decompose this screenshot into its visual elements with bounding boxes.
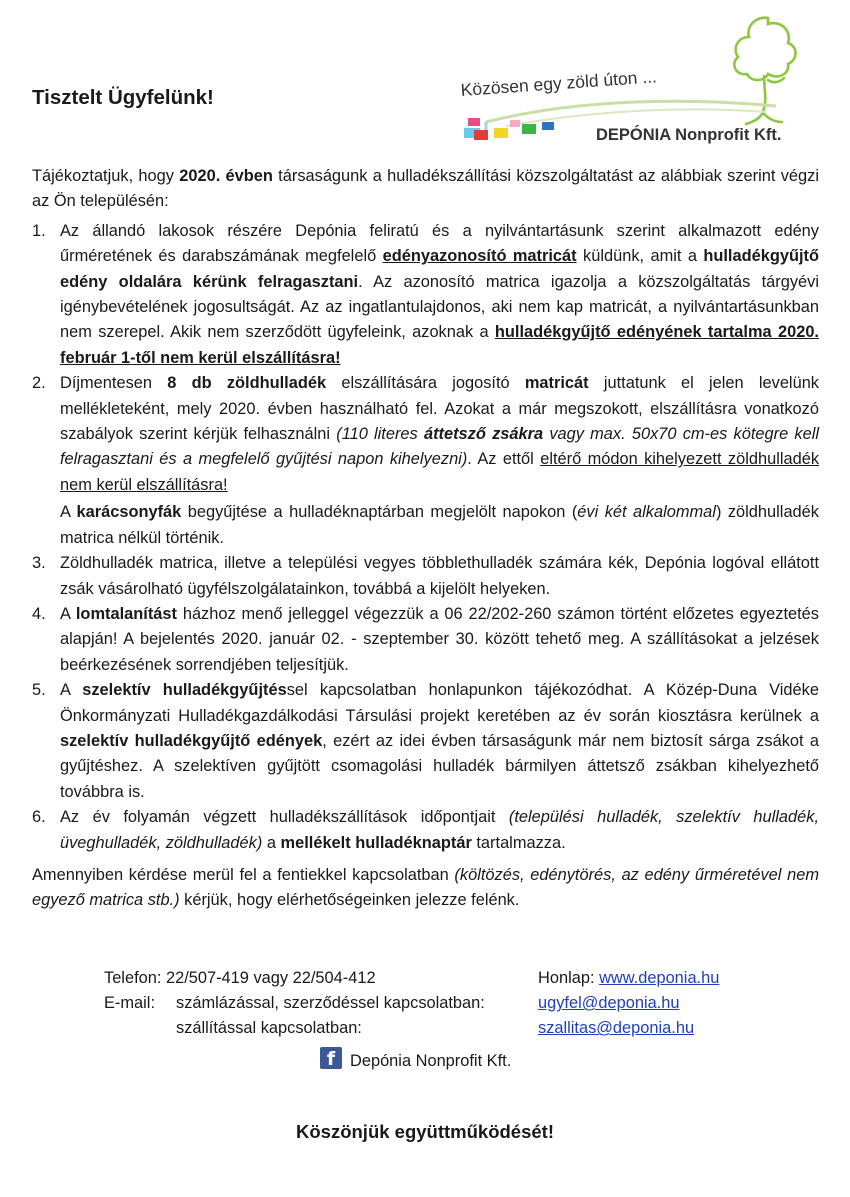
item-text: , ezért az idei évben társaságunk már nem biztosít sárga zsákot a gyűjtéshez. A szelektíven gyűjtött csomagolási hulladék bármilyen áttetsző zsákban kihelyezhető továbbra is. xyxy=(60,731,819,801)
intro-text: Tájékoztatjuk, hogy xyxy=(32,167,180,185)
item-text: a xyxy=(262,833,281,852)
billing-email-link[interactable]: ugyfel@deponia.hu xyxy=(538,994,680,1012)
item-bold: hulladékgyűjtő edény oldalára kérünk felragasztani xyxy=(60,247,819,291)
item-text: A xyxy=(60,503,77,522)
christmas-tree-note xyxy=(60,498,819,551)
contact-row xyxy=(104,991,824,1016)
item-text: Az év folyamán végzett hulladékszállítások időpontjait xyxy=(60,808,509,827)
item-text: házhoz menő jelleggel végezzük a 06 22/202-260 számon történt előzetes egyeztetés alapján! A bejelentés 2020. január 02. - szeptember 30. között tehető meg. A szállításokat a jelzések beérkezésének sorrendjében teljesítjük. xyxy=(60,604,819,674)
billing-label: számlázással, szerződéssel kapcsolatban: xyxy=(176,994,485,1012)
item-bold: edényazonosító matricát xyxy=(382,247,577,266)
company-name: DEPÓNIA Nonprofit Kft. xyxy=(596,126,782,144)
item-italic: vagy max. 50x70 cm-es kötegre kell felragasztani és a megfelelő gyűjtési napon kihelyezni) xyxy=(60,425,819,469)
item-bold: szelektív hulladékgyűjtő edények xyxy=(60,731,323,750)
item-bold: lomtalanítást xyxy=(75,604,177,623)
list-item xyxy=(32,551,819,602)
list-number: 3. xyxy=(32,554,46,573)
logo-slogan: Közösen egy zöld úton ... xyxy=(460,66,658,100)
item-italic: (települési hulladék, szelektív hulladék, üveghulladék, zöldhulladék) xyxy=(60,808,820,852)
greeting-heading: Tisztelt Ügyfelünk! xyxy=(32,86,214,109)
item-text: sel kapcsolatban honlapunkon tájékozódhat. A Közép-Duna Vidéke Önkormányzati Hulladékgazdálkodási Társulási projekt keretében az év során kiosztásra kerülnek a xyxy=(60,681,819,725)
item-bold: szelektív hulladékgyűjtés xyxy=(82,681,287,700)
item-text: küldünk, amit a xyxy=(576,247,704,266)
contact-row xyxy=(104,1016,824,1041)
intro-text: társaságunk a hulladékszállítási közszolgáltatást az alábbiak szerint végzi az Ön településén: xyxy=(32,167,819,211)
intro-paragraph xyxy=(32,164,819,215)
list-number: 5. xyxy=(32,681,46,700)
item-text: . Az ettől xyxy=(467,450,541,469)
list-number: 6. xyxy=(32,808,46,827)
list-item xyxy=(32,678,819,805)
item-bold: mellékelt hulladéknaptár xyxy=(280,833,472,852)
item-underlined: eltérő módon kihelyezett zöldhulladék nem kerül elszállításra! xyxy=(60,450,820,494)
item-text: . Az azonosító matrica igazolja a közszolgáltatás tárgyévi igénybevételének jogosultságát. Az az ingatlantulajdonos, aki nem kap matricát, a nyilvántartásunkban nem szerepel. Akik nem szerződött ügyfeleink, azoknak a xyxy=(60,272,819,342)
list-item xyxy=(32,371,819,551)
email-label: E-mail: xyxy=(104,994,155,1012)
item-italic: évi két alkalommal xyxy=(577,503,716,522)
item-text: elszállítására jogosító xyxy=(326,374,525,393)
item-bold: hulladékgyűjtő edényének tartalma 2020. február 1-től nem kerül elszállításra! xyxy=(60,323,819,367)
item-text: A xyxy=(60,681,83,700)
item-text: Zöldhulladék matrica, illetve a települési vegyes többlethulladék számára kék, Depónia logóval ellátott zsák vásárolható ügyfélszolgálatainkon, továbbá a kijelölt helyeken. xyxy=(60,554,819,598)
item-text: ) zöldhulladék matrica nélkül történik. xyxy=(60,503,819,547)
closing-text: Amennyiben kérdése merül fel a fentiekkel kapcsolatban xyxy=(32,865,455,884)
transport-label: szállítással kapcsolatban: xyxy=(176,1019,362,1037)
item-bold: matricát xyxy=(524,374,589,393)
item-text: Az állandó lakosok részére Depónia feliratú és a nyilvántartásunk szerint alkalmazott edény űrméretének és darabszámának megfelelő xyxy=(60,221,819,266)
intro-year: 2020. évben xyxy=(179,167,273,185)
website-line xyxy=(538,966,719,991)
facebook-icon: f xyxy=(320,1047,342,1069)
list-item xyxy=(32,805,819,856)
letter-body xyxy=(32,164,819,914)
contact-row xyxy=(104,966,824,991)
list-number: 1. xyxy=(32,221,46,240)
item-text: begyűjtése a hulladéknaptárban megjelölt napokon ( xyxy=(181,503,578,522)
list-item xyxy=(32,219,819,371)
item-text: A xyxy=(60,604,76,623)
item-bold: karácsonyfák xyxy=(76,503,182,522)
item-bold: 8 db zöldhulladék xyxy=(167,374,327,393)
item-text: juttatunk el jelen levelünk mellékleteként, mely 2020. évben használható fel. Azokat a már megszokott, elszállításra vonatkozó szabályok szerint kérjük felhasználni xyxy=(60,374,820,444)
item-bold-italic: áttetsző zsákra xyxy=(423,425,544,444)
website-label: Honlap: xyxy=(538,969,600,987)
info-list xyxy=(32,219,819,856)
item-text: tartalmazza. xyxy=(471,833,566,852)
thanks-line: Köszönjük együttműködését! xyxy=(296,1121,554,1142)
website-link[interactable]: www.deponia.hu xyxy=(599,969,720,987)
closing-paragraph xyxy=(32,863,819,914)
closing-text: kérjük, hogy elérhetőségeinken jelezze felénk. xyxy=(179,891,520,910)
transport-email-link[interactable]: szallitas@deponia.hu xyxy=(538,1019,695,1037)
item-italic: (110 literes xyxy=(336,425,424,444)
list-item xyxy=(32,602,819,678)
closing-italic: (költözés, edénytörés, az edény űrméretével nem egyező matrica stb.) xyxy=(32,865,819,910)
list-number: 4. xyxy=(32,604,46,623)
contact-block xyxy=(104,966,824,1041)
phone-line: Telefon: 22/507-419 vagy 22/504-412 xyxy=(104,969,376,987)
item-text: Díjmentesen xyxy=(60,374,168,393)
facebook-page-name: Depónia Nonprofit Kft. xyxy=(350,1052,512,1070)
list-number: 2. xyxy=(32,374,46,393)
deponia-logo xyxy=(446,10,826,160)
